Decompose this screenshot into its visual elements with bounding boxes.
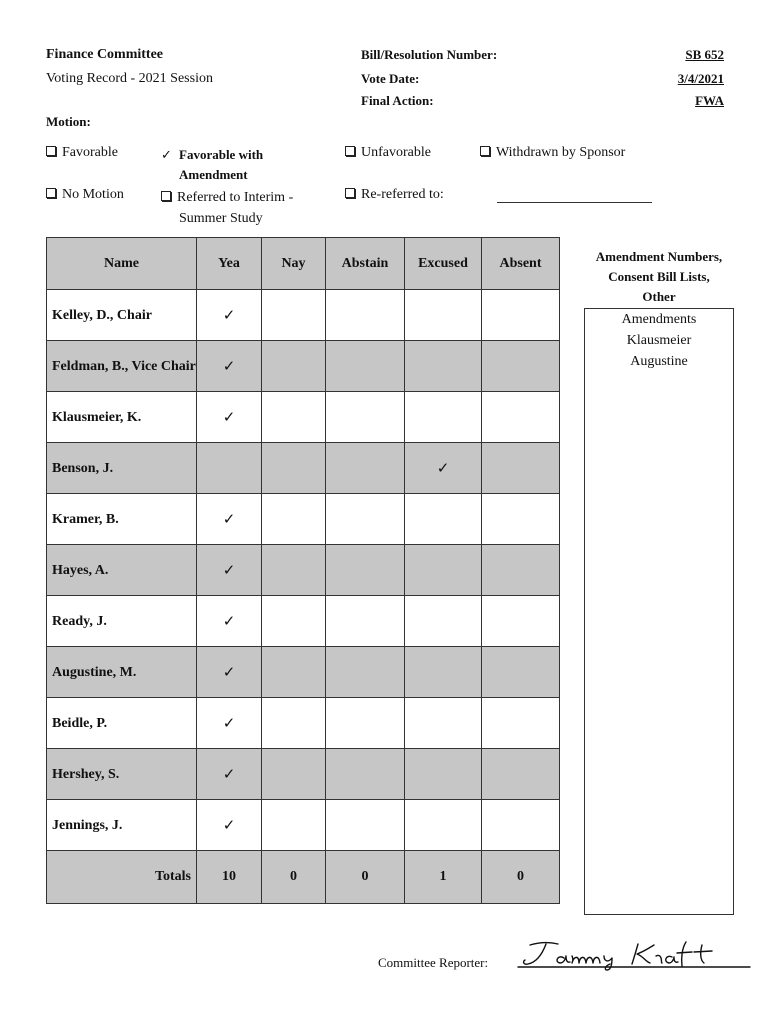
- member-name: Augustine, M.: [47, 647, 197, 698]
- vote-abstain: [326, 749, 405, 800]
- vote-nay: [262, 647, 326, 698]
- motion-referred-label-line2: Summer Study: [179, 211, 263, 226]
- vote-abstain: [326, 545, 405, 596]
- vote-nay: [262, 800, 326, 851]
- table-row: [47, 749, 560, 800]
- vote-nay: [262, 698, 326, 749]
- motion-fwa-label-line2: Amendment: [179, 167, 248, 182]
- member-name: Hayes, A.: [47, 545, 197, 596]
- vote-nay: [262, 749, 326, 800]
- bill-number-value: SB 652: [685, 47, 724, 62]
- member-name: Kramer, B.: [47, 494, 197, 545]
- table-row: [47, 596, 560, 647]
- vote-absent: [482, 596, 560, 647]
- vote-abstain: [326, 494, 405, 545]
- signature: [516, 936, 754, 972]
- vote-yea: ✓: [197, 290, 262, 341]
- table-row: [47, 698, 560, 749]
- vote-excused: [405, 392, 482, 443]
- vote-abstain: [326, 443, 405, 494]
- final-action-value: FWA: [695, 93, 724, 108]
- motion-fwa-label-line1: Favorable with: [179, 147, 264, 162]
- checkbox-icon: [480, 146, 490, 156]
- header-yea: Yea: [197, 238, 262, 290]
- vote-yea: ✓: [197, 749, 262, 800]
- table-row: [47, 647, 560, 698]
- vote-excused: ✓: [405, 443, 482, 494]
- vote-absent: [482, 494, 560, 545]
- session-subtitle: Voting Record - 2021 Session: [46, 71, 213, 86]
- vote-absent: [482, 341, 560, 392]
- member-name: Beidle, P.: [47, 698, 197, 749]
- final-action-label: Final Action:: [361, 93, 434, 108]
- vote-absent: [482, 698, 560, 749]
- header-name: Name: [47, 238, 197, 290]
- total-excused: 1: [405, 851, 482, 904]
- vote-yea: ✓: [197, 647, 262, 698]
- checkbox-icon: [345, 188, 355, 198]
- vote-nay: [262, 494, 326, 545]
- table-row: [47, 800, 560, 851]
- vote-excused: [405, 800, 482, 851]
- vote-nay: [262, 341, 326, 392]
- committee-reporter-label: Committee Reporter:: [378, 955, 489, 970]
- amendments-header-line: Other: [642, 289, 676, 304]
- motion-rereferred: [345, 187, 444, 203]
- totals-row: [47, 851, 560, 904]
- vote-absent: [482, 647, 560, 698]
- vote-absent: [482, 443, 560, 494]
- vote-excused: [405, 290, 482, 341]
- vote-yea: ✓: [197, 698, 262, 749]
- motion-referred-interim: [161, 187, 293, 229]
- vote-excused: [405, 647, 482, 698]
- motion-referred-label-line1: Referred to Interim -: [177, 190, 294, 205]
- vote-abstain: [326, 341, 405, 392]
- amendments-header-line: Consent Bill Lists,: [608, 269, 710, 284]
- motion-no-motion: [46, 187, 124, 203]
- table-row: [47, 443, 560, 494]
- checkbox-icon: [345, 146, 355, 156]
- amendments-header-line: Amendment Numbers,: [595, 249, 723, 264]
- table-row: [47, 494, 560, 545]
- header-absent: Absent: [482, 238, 560, 290]
- member-name: Hershey, S.: [47, 749, 197, 800]
- vote-nay: [262, 443, 326, 494]
- vote-date-value: 3/4/2021: [677, 71, 724, 86]
- total-abstain: 0: [326, 851, 405, 904]
- motion-withdrawn: [480, 145, 625, 161]
- total-yea: 10: [197, 851, 262, 904]
- header-abstain: Abstain: [326, 238, 405, 290]
- vote-absent: [482, 290, 560, 341]
- member-name: Feldman, B., Vice Chair: [47, 341, 197, 392]
- vote-yea: ✓: [197, 341, 262, 392]
- motion-unfavorable-label: Unfavorable: [361, 145, 431, 160]
- amendment-item: Amendments: [621, 312, 697, 327]
- vote-yea: ✓: [197, 800, 262, 851]
- vote-excused: [405, 545, 482, 596]
- vote-excused: [405, 749, 482, 800]
- vote-yea: ✓: [197, 494, 262, 545]
- vote-excused: [405, 596, 482, 647]
- amendments-box: [584, 308, 734, 915]
- check-mark-icon: ✓: [161, 148, 172, 163]
- motion-favorable: [46, 145, 118, 161]
- checkbox-icon: [161, 191, 171, 201]
- member-name: Jennings, J.: [47, 800, 197, 851]
- amendment-item: Klausmeier: [626, 333, 692, 348]
- motion-favorable-label: Favorable: [62, 145, 118, 160]
- motion-favorable-with-amendment: [161, 145, 263, 184]
- vote-absent: [482, 800, 560, 851]
- vote-abstain: [326, 290, 405, 341]
- totals-label: Totals: [47, 851, 197, 904]
- vote-absent: [482, 545, 560, 596]
- table-row: [47, 290, 560, 341]
- vote-yea: ✓: [197, 392, 262, 443]
- table-row: [47, 545, 560, 596]
- vote-yea: ✓: [197, 596, 262, 647]
- header-nay: Nay: [262, 238, 326, 290]
- vote-abstain: [326, 800, 405, 851]
- member-name: Kelley, D., Chair: [47, 290, 197, 341]
- vote-abstain: [326, 596, 405, 647]
- vote-abstain: [326, 392, 405, 443]
- committee-name: Finance Committee: [46, 47, 164, 62]
- vote-yea: [197, 443, 262, 494]
- motion-withdrawn-label: Withdrawn by Sponsor: [496, 145, 626, 160]
- rereferred-blank-line: [497, 202, 652, 203]
- table-row: [47, 392, 560, 443]
- checkbox-icon: [46, 146, 56, 156]
- voting-table: [46, 237, 560, 904]
- motion-unfavorable: [345, 145, 431, 161]
- motion-label: Motion:: [46, 114, 91, 129]
- checkbox-icon: [46, 188, 56, 198]
- vote-excused: [405, 698, 482, 749]
- vote-excused: [405, 494, 482, 545]
- vote-abstain: [326, 698, 405, 749]
- member-name: Klausmeier, K.: [47, 392, 197, 443]
- member-name: Benson, J.: [47, 443, 197, 494]
- vote-abstain: [326, 647, 405, 698]
- signature-text: Tammy Kraft: [516, 936, 522, 937]
- motion-rereferred-label: Re-referred to:: [361, 187, 444, 202]
- motion-no-motion-label: No Motion: [62, 187, 124, 202]
- vote-absent: [482, 749, 560, 800]
- vote-nay: [262, 545, 326, 596]
- member-name: Ready, J.: [47, 596, 197, 647]
- vote-excused: [405, 341, 482, 392]
- vote-absent: [482, 392, 560, 443]
- total-absent: 0: [482, 851, 560, 904]
- vote-date-label: Vote Date:: [361, 71, 420, 86]
- header-excused: Excused: [405, 238, 482, 290]
- total-nay: 0: [262, 851, 326, 904]
- vote-yea: ✓: [197, 545, 262, 596]
- table-header-row: [47, 238, 560, 290]
- table-row: [47, 341, 560, 392]
- vote-nay: [262, 290, 326, 341]
- bill-number-label: Bill/Resolution Number:: [361, 47, 498, 62]
- vote-nay: [262, 596, 326, 647]
- vote-nay: [262, 392, 326, 443]
- amendments-header: [584, 247, 734, 307]
- amendment-item: Augustine: [630, 354, 688, 369]
